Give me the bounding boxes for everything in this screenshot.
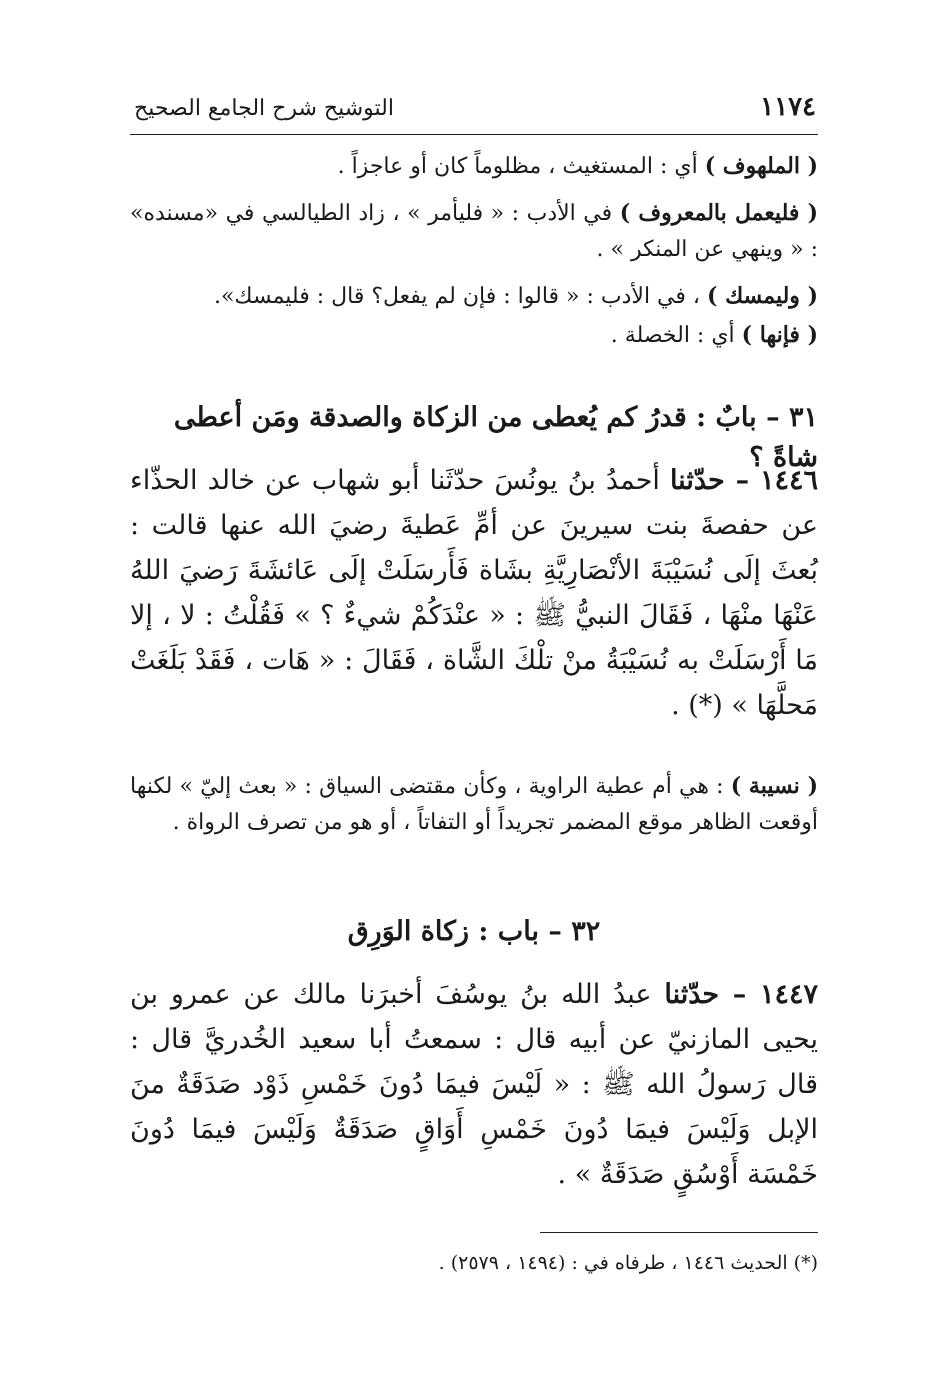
hadith-1446 [130, 458, 818, 728]
hadith-1447 [130, 972, 818, 1197]
commentary-text: في الأدب : « فليأمر » ، زاد الطيالسي في «مسنده» : « وينهي عن المنكر » . [130, 201, 818, 262]
page-header [130, 86, 818, 135]
commentary-block-1446 [130, 768, 818, 841]
commentary-term: ( الملهوف ) [704, 153, 818, 179]
commentary-term: ( فإنها ) [741, 322, 818, 348]
footnote: (*) الحديث ١٤٤٦ ، طرفاه في : (١٤٩٤ ، ٢٥٧٩) . [438, 1252, 818, 1274]
commentary-term: ( وليمسك ) [707, 283, 818, 309]
hadith-number: ١٤٤٦ – حدّثنا [669, 465, 818, 496]
footnote-divider [540, 1232, 818, 1233]
hadith-number: ١٤٤٧ – حدّثنا [664, 979, 818, 1010]
commentary-block-top [130, 148, 818, 354]
chapter-heading-31: ٣١ – بابٌ : قدرُ كم يُعطى من الزكاة والصدقة ومَن أعطى شاةً ؟ [173, 402, 818, 473]
running-title: التوشيح شرح الجامع الصحيح [134, 96, 394, 121]
commentary-paragraph [130, 148, 818, 185]
commentary-term: ( فليعمل بالمعروف ) [619, 200, 818, 226]
commentary-text: : هي أم عطية الراوية ، وكأن مقتضى السياق : « بعث إليّ » لكنها أوقعت الظاهر موقع المضمر تجريداً أو التفاتاً ، أو هو من تصرف الرواة . [130, 774, 818, 835]
hadith-text: أحمدُ بنُ يونُسَ حدّثَنا أبو شهاب عن خالد الحذّاء عن حفصةَ بنت سيرينَ عن أمِّ عَطيةَ رضيَ الله عنها قالت : بُعثَ إلَى نُسَيْبَةَ الأنْصَارِيَّةِ بشَاة فَأَرسَلَتْ إلَى عَائشَةَ رَضيَ اللهُ عَنْهَا منْهَا ، فَقَالَ النبيُّ ﷺ : « عنْدَكُمْ شيءٌ ؟ » فَقُلْتُ : لا ، إلا مَا أَرْسَلَتْ به نُسَيْبَةُ منْ تلْكَ الشَّاة ، فَقَالَ : « هَات ، فَقَدْ بَلَغَتْ مَحلَّهَا » (*) . [130, 465, 818, 721]
commentary-text: أي : المستغيث ، مظلوماً كان أو عاجزاً . [337, 154, 705, 179]
chapter-heading-32: ٣٢ – باب : زكاة الوَرِق [347, 916, 601, 947]
commentary-paragraph [130, 317, 818, 354]
commentary-paragraph [130, 278, 818, 315]
page-number: ١١٧٤ [760, 92, 816, 122]
commentary-paragraph [130, 195, 818, 268]
commentary-text: أي : الخصلة . [610, 323, 742, 348]
commentary-text: ، في الأدب : « قالوا : فإن لم يفعل؟ قال : فليمسك». [213, 284, 707, 309]
commentary-term: ( نسيبة ) [730, 773, 818, 799]
hadith-text: عبدُ الله بنُ يوسُفَ أخبرَنا مالك عن عمرو بن يحيى المازنيّ عن أبيه قال : سمعتُ أبا سعيد الخُدريَّ قال : قال رَسولُ الله ﷺ : « لَيْسَ فيمَا دُونَ خَمْسِ ذَوْد صَدَقَةٌ منَ الإبل وَلَيْسَ فيمَا دُونَ خَمْسِ أَوَاقٍ صَدَقَةٌ وَلَيْسَ فيمَا دُونَ خَمْسَة أَوْسُقٍ صَدَقَةٌ » . [130, 979, 818, 1190]
